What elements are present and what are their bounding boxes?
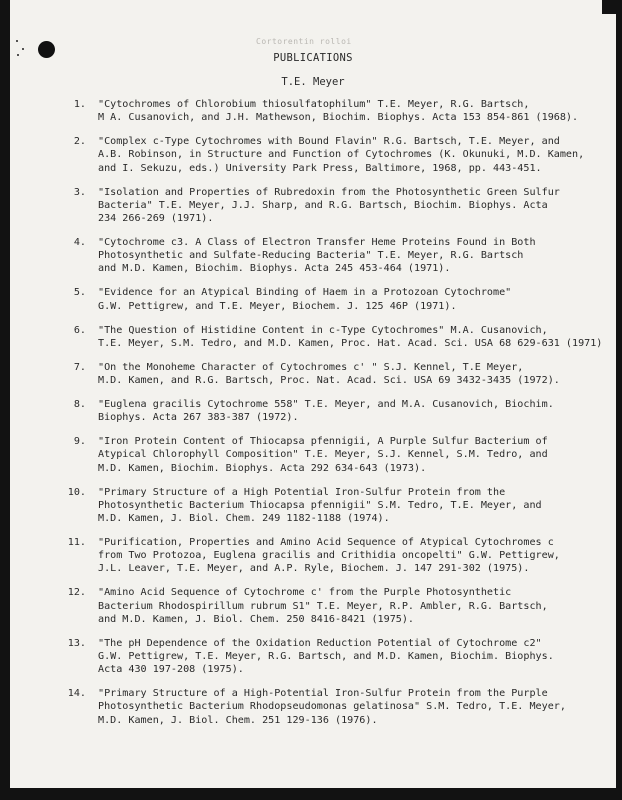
publication-entry — [54, 98, 614, 124]
citation-line: T.E. Meyer, S.M. Tedro, and M.D. Kamen, Proc. Hat. Acad. Sci. USA 68 629-631 (1971) — [98, 337, 603, 349]
citation-line: "Primary Structure of a High Potential Iron-Sulfur Protein from the — [98, 486, 506, 498]
citation-line: J.L. Leaver, T.E. Meyer, and A.P. Ryle, Biochem. J. 147 291-302 (1975). — [98, 563, 530, 575]
publication-citation — [98, 286, 511, 312]
publication-list — [54, 98, 614, 738]
citation-line: "Evidence for an Atypical Binding of Haem in a Protozoan Cytochrome" — [98, 287, 512, 299]
publication-citation — [98, 186, 560, 226]
citation-line: "Amino Acid Sequence of Cytochrome c' from the Purple Photosynthetic — [98, 587, 512, 599]
publication-citation — [98, 398, 554, 424]
publication-citation — [98, 586, 548, 626]
publication-citation — [98, 637, 554, 677]
publication-number: 5. — [73, 287, 86, 299]
scan-corner — [602, 0, 616, 14]
citation-line: Photosynthetic Bacterium Rhodopseudomonas gelatinosa" S.M. Tedro, T.E. Meyer, — [98, 701, 566, 713]
publication-entry — [54, 135, 614, 175]
citation-line: "The pH Dependence of the Oxidation Reduction Potential of Cytochrome c2" — [98, 637, 542, 649]
citation-line: G.W. Pettigrew, T.E. Meyer, R.G. Bartsch, and M.D. Kamen, Biochim. Biophys. — [98, 651, 554, 663]
publication-number: 6. — [73, 324, 86, 336]
citation-line: from Two Protozoa, Euglena gracilis and Crithidia oncopelti" G.W. Pettigrew, — [98, 550, 560, 562]
citation-line: M A. Cusanovich, and J.H. Mathewson, Biochim. Biophys. Acta 153 854-861 (1968). — [98, 112, 579, 124]
citation-line: "Cytochrome c3. A Class of Electron Transfer Heme Proteins Found in Both — [98, 237, 536, 249]
publication-citation — [98, 687, 566, 727]
citation-line: "On the Monoheme Character of Cytochromes c' " S.J. Kennel, T.E Meyer, — [98, 361, 524, 373]
citation-line: and M.D. Kamen, J. Biol. Chem. 250 8416-8421 (1975). — [98, 613, 415, 625]
citation-line: "Iron Protein Content of Thiocapsa pfennigii, A Purple Sulfur Bacterium of — [98, 436, 548, 448]
citation-line: M.D. Kamen, and R.G. Bartsch, Proc. Nat. Acad. Sci. USA 69 3432-3435 (1972). — [98, 375, 560, 387]
publication-citation — [98, 98, 578, 124]
publication-entry — [54, 398, 614, 424]
publication-number: 4. — [73, 237, 86, 249]
publication-number: 3. — [73, 186, 86, 198]
publication-entry — [54, 361, 614, 387]
citation-line: Biophys. Acta 267 383-387 (1972). — [98, 412, 299, 424]
publication-entry — [54, 324, 614, 350]
publication-citation — [98, 486, 542, 526]
publication-entry — [54, 637, 614, 677]
author-name: T.E. Meyer — [281, 76, 345, 88]
publication-entry — [54, 486, 614, 526]
citation-line: M.D. Kamen, Biochim. Biophys. Acta 292 634-643 (1973). — [98, 462, 427, 474]
publication-citation — [98, 361, 560, 387]
publication-number: 7. — [73, 361, 86, 373]
publication-number: 12. — [67, 587, 86, 599]
publication-number: 2. — [73, 136, 86, 148]
document-page — [10, 0, 616, 788]
citation-line: 234 266-269 (1971). — [98, 213, 214, 225]
citation-line: Atypical Chlorophyll Composition" T.E. Meyer, S.J. Kennel, S.M. Tedro, and — [98, 449, 548, 461]
publication-number: 14. — [67, 688, 86, 700]
citation-line: M.D. Kamen, J. Biol. Chem. 249 1182-1188 (1974). — [98, 513, 390, 525]
publication-citation — [98, 324, 602, 350]
citation-line: "Purification, Properties and Amino Acid Sequence of Atypical Cytochromes c — [98, 537, 554, 549]
citation-line: "Complex c-Type Cytochromes with Bound Flavin" R.G. Bartsch, T.E. Meyer, and — [98, 136, 560, 148]
citation-line: A.B. Robinson, in Structure and Function of Cytochromes (K. Okunuki, M.D. Kamen, — [98, 149, 585, 161]
citation-line: Bacteria" T.E. Meyer, J.J. Sharp, and R.G. Bartsch, Biochim. Biophys. Acta — [98, 199, 548, 211]
citation-line: and I. Sekuzu, eds.) University Park Press, Baltimore, 1968, pp. 443-451. — [98, 162, 542, 174]
publication-number: 10. — [67, 486, 86, 498]
publication-entry — [54, 435, 614, 475]
citation-line: M.D. Kamen, J. Biol. Chem. 251 129-136 (1976). — [98, 714, 378, 726]
citation-line: Bacterium Rhodospirillum rubrum S1" T.E. Meyer, R.P. Ambler, R.G. Bartsch, — [98, 600, 548, 612]
citation-line: "Euglena gracilis Cytochrome 558" T.E. Meyer, and M.A. Cusanovich, Biochim. — [98, 399, 554, 411]
publication-citation — [98, 236, 536, 276]
citation-line: "The Question of Histidine Content in c-Type Cytochromes" M.A. Cusanovich, — [98, 324, 548, 336]
citation-line: G.W. Pettigrew, and T.E. Meyer, Biochem. J. 125 46P (1971). — [98, 300, 457, 312]
publication-entry — [54, 286, 614, 312]
publication-entry — [54, 536, 614, 576]
citation-line: Photosynthetic and Sulfate-Reducing Bacteria" T.E. Meyer, R.G. Bartsch — [98, 250, 524, 262]
publication-citation — [98, 536, 560, 576]
publication-number: 11. — [67, 537, 86, 549]
publication-number: 1. — [73, 99, 86, 110]
citation-line: "Isolation and Properties of Rubredoxin from the Photosynthetic Green Sulfur — [98, 186, 560, 198]
publication-entry — [54, 586, 614, 626]
publication-number: 8. — [73, 399, 86, 411]
publication-number: 13. — [67, 637, 86, 649]
citation-line: and M.D. Kamen, Biochim. Biophys. Acta 245 453-464 (1971). — [98, 263, 451, 275]
citation-line: Acta 430 197-208 (1975). — [98, 664, 244, 676]
publication-entry — [54, 236, 614, 276]
faded-stamp: Cortorentin rolloi — [256, 37, 352, 46]
publication-entry — [54, 186, 614, 226]
citation-line: "Cytochromes of Chlorobium thiosulfatophilum" T.E. Meyer, R.G. Bartsch, — [98, 99, 530, 110]
publication-entry — [54, 687, 614, 727]
citation-line: Photosynthetic Bacterium Thiocapsa pfennigii" S.M. Tedro, T.E. Meyer, and — [98, 499, 542, 511]
publication-citation — [98, 135, 584, 175]
publication-citation — [98, 435, 548, 475]
publication-number: 9. — [73, 436, 86, 448]
citation-line: "Primary Structure of a High-Potential Iron-Sulfur Protein from the Purple — [98, 688, 548, 700]
page-title: PUBLICATIONS — [273, 52, 353, 64]
